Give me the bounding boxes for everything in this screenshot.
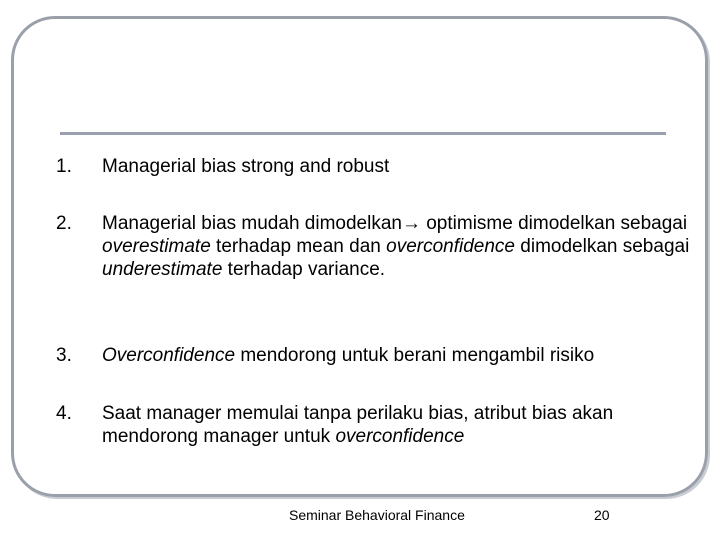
- text-run: mendorong untuk berani mengambil risiko: [235, 345, 595, 366]
- item-text: [102, 155, 692, 178]
- title-divider: [60, 132, 666, 135]
- page-number: 20: [594, 507, 610, 523]
- text-run: dimodelkan sebagai: [515, 236, 690, 257]
- text-run: Managerial bias mudah dimodelkan→ optimisme dimodelkan sebagai: [102, 213, 688, 234]
- item-number: 1.: [56, 156, 72, 177]
- italic-term: overestimate: [102, 236, 211, 257]
- italic-term: underestimate: [102, 259, 223, 280]
- item-text: [102, 344, 692, 367]
- italic-term: overconfidence: [386, 236, 516, 257]
- italic-term: overconfidence: [335, 426, 465, 447]
- text-run: Saat manager memulai tanpa perilaku bias, atribut bias akan mendorong manager untuk: [102, 403, 614, 447]
- text-run: terhadap variance.: [222, 259, 386, 280]
- item-number: 4.: [56, 403, 72, 424]
- item-number: 3.: [56, 345, 72, 366]
- item-text: [102, 402, 692, 448]
- italic-term: Overconfidence: [102, 345, 236, 366]
- item-number: 2.: [56, 213, 72, 234]
- text-run: terhadap mean dan: [210, 236, 387, 257]
- item-text: [102, 212, 692, 281]
- footer-title: Seminar Behavioral Finance: [289, 507, 465, 523]
- text-run: Managerial bias strong and robust: [102, 156, 390, 177]
